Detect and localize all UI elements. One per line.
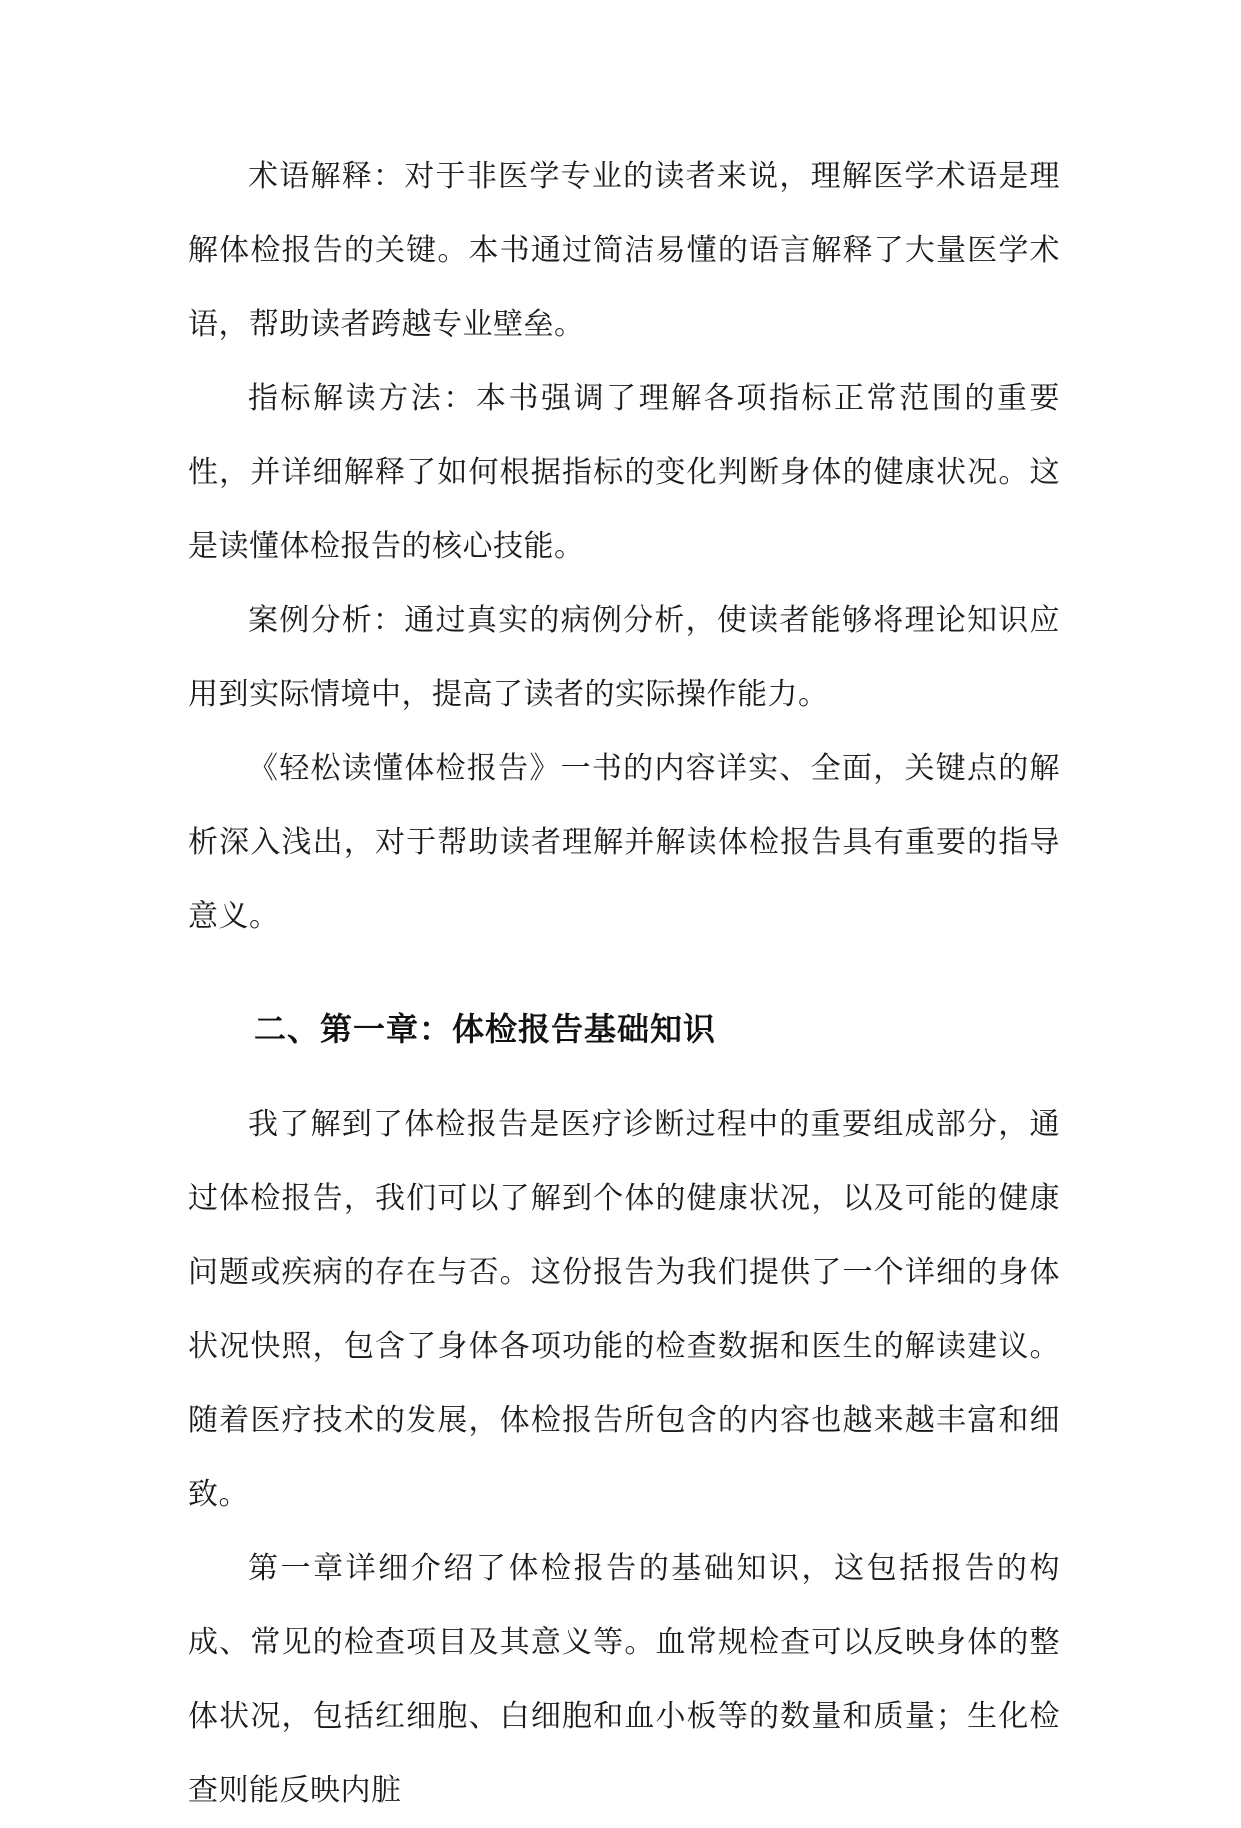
paragraph-indicator-method: 指标解读方法：本书强调了理解各项指标正常范围的重要性，并详细解释了如何根据指标的变化判断身体的健康状况。这是读懂体检报告的核心技能。: [188, 381, 1060, 564]
section-heading: 二、第一章：体检报告基础知识: [254, 1010, 717, 1048]
paragraph-book-summary: 《轻松读懂体检报告》一书的内容详实、全面，关键点的解析深入浅出，对于帮助读者理解并解读体检报告具有重要的指导意义。: [188, 751, 1060, 934]
paragraph-report-overview: 我了解到了体检报告是医疗诊断过程中的重要组成部分，通过体检报告，我们可以了解到个体的健康状况，以及可能的健康问题或疾病的存在与否。这份报告为我们提供了一个详细的身体状况快照，包含了身体各项功能的检查数据和医生的解读建议。随着医疗技术的发展，体检报告所包含的内容也越来越丰富和细致。: [188, 1107, 1060, 1512]
paragraph-case-analysis: 案例分析：通过真实的病例分析，使读者能够将理论知识应用到实际情境中，提高了读者的实际操作能力。: [188, 603, 1060, 712]
paragraph-terminology: 术语解释：对于非医学专业的读者来说，理解医学术语是理解体检报告的关键。本书通过简洁易懂的语言解释了大量医学术语，帮助读者跨越专业壁垒。: [188, 159, 1060, 342]
paragraph-chapter-one: 第一章详细介绍了体检报告的基础知识，这包括报告的构成、常见的检查项目及其意义等。血常规检查可以反映身体的整体状况，包括红细胞、白细胞和血小板等的数量和质量；生化检查则能反映内脏: [188, 1551, 1060, 1808]
document-body: [188, 140, 1060, 1828]
